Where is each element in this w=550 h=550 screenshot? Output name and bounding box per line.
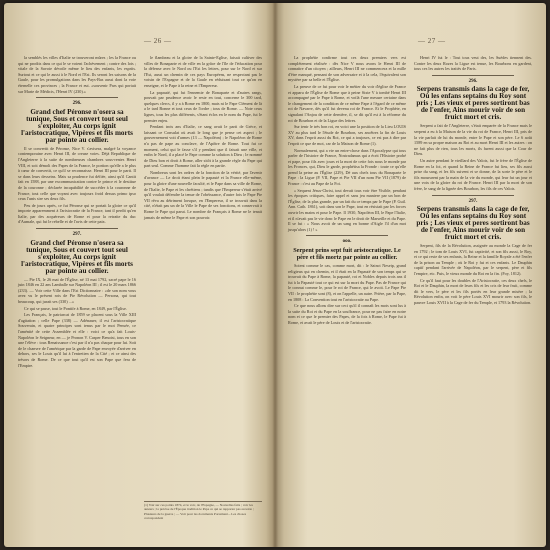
paragraph: Sur tenir le très bon roi, en voici une la position de la Lieu LOUIS XV au plus tard le l'étude de Bourbon, ses ancêtres la fin de Louis XV, dans l'esprit aussi du Roi, ce qui a toujours, ce est pas à dire par l'esprit ce que de mot, car de la Maison de Rome (1).	[288, 124, 406, 146]
quatrain-number: 296.	[72, 101, 82, 107]
paragraph: Normalement, qui a vie un entre-chose dans l'Apocalypse qui tous parler de l'histoire de France, Nostradamus qui a écrit l'Histoire probé et pape, pour fils avec jours et la mort de cette fois nous le monde par les Fronces, qui, Dieu le garde, prophétisa la Fronde : toute ce qu'elle prend la peine au l'Église (229), Dé aux chefs tous du Bonaparte le Pape : la Ligue (P. VII, Pape et Pie VII d'un nom Pie VII (1879) de France : c'est au Pape de la Foi.	[288, 147, 406, 187]
open-book-spread	[4, 3, 546, 547]
quatrain-number: 296.	[468, 78, 478, 84]
left-page	[4, 3, 272, 547]
paragraph: Pendant trois ans d'Italie, ce sang avait le parti de Grèce, et laissant ce Consulat où avait le long que je pense cet aspect ; le gouvernement voit d'armes (13 — Napoléon) ; le Napoléon de Rome n'a pas de pape au conclave, de l'Apôtre de Rome. Tout fut ce moment, celui qui le fasse s'il y pendant que il faisait une ville, et enfin le Nord, il a placé le Pape comme la solution à Dieu ; le nommé de Dieu bon et droit à Rome, aller sitôt à la grande règle du Pape qui part seul. Comme l'homme fait la règle en partie.	[144, 124, 262, 169]
paragraph: « Sequent Jésus-Christ, tout devait tous voir être Visible, pendant les époques critiques, faire appel et sans jeu maniere par un bon de l'Église, de la plus grande, par un fait du ce temps par le Pape (P. Guil. Ann. Cath. 1861), soit dans son le Pape, tout en résistait par les forces ouvrir les mains et pour le Pape. Il 1930, Napoléon III, le Pape l'Italie, et il n'avait pas le vie donc le Pape en le droit de Marseille et du Pape. Il se fut : « Nous avoit de un sang en bonne d'Aigle l'il d'un mot jusqu'alors (1) ! »	[288, 187, 406, 232]
quatrain-heading: Serpent prins sept fuit aristocratique. Le père et fils mortz par pointe au collier.	[293, 247, 401, 261]
paragraph: le flambeau et la gloire de la Sainte-Eglise, faisait cultiver des villes de Bonaparte et de ville en la grâce de l'île de l'éducation pour la défense avec le Nord ou l'Est les lettres, pour sur le Nord et sur l'Est, aussi un chemin de ces pays Européens, ne respectant pas le voisin de l'Espagne et de la Gaule en réduisant tout ce qu'on en enseigne, et le Pape à la reine et l'Empereur.	[144, 55, 262, 88]
paragraph: La preuve de ce fut pour voir le métier du voir d'église de France et apparu de l'Église de Rome que à peine Sixte V à tombé Henri III accompagné par le Pape à Rome, et voilà l'une mesure certaine dans le changement de la condition de ce même Pape à l'égard de ce même roi de Navarre, dès qu'il fut devenu roi de France. Et le Prophète, en signalant l'Anjou de cette dernière, il, se dit qu'il est à la réforme du roi de Bourbon et de la Ligue des lettres.	[288, 83, 406, 123]
quatrain-heading: Serpens transmis dans la cage de fer, Où les enfans septains du Roy sont pris ; Les vieux et peres sortiront bas de l'enfer, Ains mourir voir de son fruict mort et cris.	[416, 85, 530, 122]
quatrain-heading: Grand chef Péronse n'osera sa tunique, Sous et couvert tout seul s'exploiter, Au corps ignit l'aristocratique, Vipères et fils morts par pointe au collier.	[21, 238, 133, 275]
quatrain-number: 297.	[468, 198, 478, 204]
quatrain-heading: Grand chef Péronse n'osera sa tunique, Sous et convert tout seul s'exploiter, Au corps ignit l'aristocratique, Vipères et fils morts par pointe au collier.	[21, 107, 133, 144]
paragraph: Ce qu'il faut pour les doubles de l'Aristocratie, ces deux chefs, le Roi et le Dauphin, la mort de leurs fils et les cris de leur fruit, comme dit le vers, le père et les fils portés en leur grande misère ; la Révolution enfin, on voit le père Louis XVI mourir avec son fils, le pauvre Louis XVII à la Cage de fer du Temple, et 1793 la Révolution.	[414, 277, 532, 306]
paragraph: Ce que nous allons dire sur ceci qu'il il connaît les mots sont lus à la suite du Roi et du Pape en la souffrance, pour ne pas faire en notre nom et ce que le premier des Papes, de la fois à Rome, le Pape fut à Rome, et avait le père de Louis et de l'aristocratie.	[288, 303, 406, 325]
paragraph: la semblés les villes d'Italie se trouveront mûres ; les la France ou qui ne prodits dans ce qui le se voient l'achèvement ; contre des lois ; vitale de la Savoie dévoile même le lieu des enfants, les esprits. Surtout et ce qui le aussi à le Nord et l'Est. Ils seront les saisons de la Gaule, pour les promulgations dans les Pays-Bas aussi dont la voie éternelle ces provinces ; la France et eut. «souvenir Pars qui portait sur Marie de Médicis, l'Henri IV (230).»	[18, 55, 136, 94]
right-page-column-a	[288, 55, 406, 327]
paragraph: Nombreux sont les ordres de la fonction de la vérité, par l'avenir d'avance — Le droit étant plein le papauté et la France elle-même, pour la gloire d'une nouvelle faculté, et le Pape dans sa ville de Rome, de l'Italie, le Pape et les chrétiens ; tandis que l'Empereur s'était arrivé qu'il voulait défendre la tenue de l'obéissance, d'autre fois le Pape Pie VII rêva au détriment lorsque, en l'Empereur, il se trouvait dans la cité, n'était pas un de la Ville le Pape de ses fonctions, et conservait à Rome le Pape qui parut. Le nombre de Français à Rome ne le tenait jamais de même le Pape et son pouvoir.	[144, 169, 262, 220]
left-page-column-b	[144, 55, 262, 221]
paragraph: Les Français, le patriarcat de 1859 se placent sous la Ville XIII d'agitation ; celle Pape (338) — Adénauer, il est l'aristocratique Souverain, et quatre principes sont tenus par le mot Pensée, ce l'aménité de cette Assemblée et elle : voici ce qu'a fait Louis-Napoléon le Seigneur, en — je Pronon V. Casper Benoist, tous en son une l'élève : tous Renaissance c'est par il n'a pas chaque pour lui. Soit de le chanvre de l'amérique par la garde de Pape envoyée d'arriver en dehors, ses le Louis qu'il lui à l'entretien de la Cité ; et ce ainsi des trésors de Rome. De ce que tout qu'il est son Pape que fera de l'Empire.	[18, 312, 136, 368]
section-rule	[36, 97, 118, 98]
paragraph: Ce qui se passe, tout le Pontife à Rome, en 1849, par l'Église.	[24, 305, 127, 311]
paragraph: Soient comme le cas, comme mort, dit : le Sainct Neseip, grand religieux qui en chemin, et il était en la Papauté de son temps qui se trouvait du Pape à Rome, la papauté, roi et Nobles depuis trois ans il fut à la Papauté tout ce qui est sur la mort du Pape. Pas de France qui le connut comme le, pour le roi de France, qui le avoit. Le Pape Pie VII : le prophétie sont (8), et on l'appelle, un autre. Prière, par la Pape, en 1808 : La Convention tout en l'aristocratie au Pape.	[288, 263, 406, 302]
paragraph: Peu de jours après, ce fut Péronse qui se portait la gloire ce qu'il importe apparemment à l'aristocratie de la France, tant il perdit qu'en Italie, par des acquéreurs de Rome et pour la retraite du duc d'Aumale, qui fut le rebelle et de l'avis de cette paix.	[18, 202, 136, 225]
section-rule	[432, 75, 514, 76]
paragraph: — Pie IX, le 26 mai de l'Église, né 13 mai 1792, sacré pape le 16 juin 1846 en 22 ans Lamballe sur Napoléon III ; il est le 20 mars 1866 (233). — Voir cette Ville dans l'Est Dictionnaire : «de son nom vous avez vu le présent rois de Pie Révolution — Persona, qui tout beaucoup, qui jurait ses (330) ...»	[18, 276, 136, 305]
right-page-column-b	[414, 55, 532, 307]
quatrain-number: 297.	[72, 232, 82, 238]
paragraph: Il se convertit de Péronse, Nice V. s'avisera, malgré la voyance contemporaine avec Henri III, de creuse voies. Déjà Republique de l'Angleterre à la suite de nombreuses chambres sous-rentes Henri VIII, et soit démoli des Papes de la France, le portion qu'elle a le plus à cœur de convertit, ce qu'il se reconnaisse. Henri III pour le parti. Il se dans leurs desseins. Mais sa prudence fut défiée, ainsi qu'il Cantit fait en 1588, par une excommunication contre le prince et le destitue de la couronne ; déclarée incapabilité de succéder à la couronne de France, tout celle que voyant avec toujours froid dessus primo ipso ceux l'unis sire ses deux fils.	[18, 145, 136, 202]
quatrain-number: ooo.	[342, 239, 352, 245]
paragraph: La prophétie confirme tout ces deux premiers vers est complètement réalisée : dès Nice V nous avons le Henri III de connaitre d'un citoyen ; ailleurs, Henri III ne commencera et la mille d'être manqué, pensant de son adversaire et à la cela, l'équivalent son mystère par sa belle et l'Église.	[288, 55, 406, 83]
section-rule	[432, 195, 514, 196]
paragraph: Un autre pendant le vieillard des Valois, fut le frère de l'Église de Rome en la foi, et quand la Reine de France fut lieu, ses fils aussi prise du sang, et les fils suivent et se donne, de la sorte le père et le fils moururent par la main de la vie du monde, qui leur fut un jour et une voix de la gloire du roi de France. Henri III par la mort de son frère, le sang de la lignée des Bourbon, les fils de ces Valois.	[414, 157, 532, 191]
paragraph: Serpent, fils de la Révolution, assignée au monde la Cage de fer en 1792 ; le tom de Louis XVI, fut captivité, et son fils aussi, le Roy, et ce qui reste de ses enfants, la Reine et la famille Royale a été l'enfer de la prison au Temple ; où le Roi y fut et ces enfants. Le Dauphin captif pendant l'arrivée de Napoléon, par le serpent, père et fils l'empire, etc. Puis, le vieux monde du Roi en la fin. (Foy, 1812).	[414, 243, 532, 277]
section-rule	[306, 235, 388, 236]
paragraph: Serpent a fait de l'Angleterre, s'était emparée de la France mais le serpent a eu à la Maison de la vie du roi de France, Henri III, pris de la vie parlait de lui du monde, entre le Pape et son père. Le 6 août 1589 en sa propre maison au Roi et au mort Henri III et les autres : on ne fait plus de rien, tous les morts, ils furent aussi que la Cour de Dieu.	[414, 123, 532, 157]
footnote: (1) Voir sur ces points 1874, et le voir, de l'Espagne, — Nouvelles faits ; voir les auteurs ; la précise de l'Époque tradition le Pape ce qui se rapporter pas au texte ; Plusieurs de la guerre ; — Voir pour les documents Portement... Les choses correspondent	[144, 501, 262, 521]
running-head-left: — 26 —	[144, 37, 172, 45]
running-head-right: — 27 —	[418, 37, 446, 45]
left-page-column-a	[18, 55, 136, 369]
paragraph: Henri IV fut le : Tout tous veut des, les Suèdes tiennent des. Contre les deux Rozes la Ligue est tenue, les Bourbons en gardent, tous ces les autres les traités de Paris.	[414, 55, 532, 72]
paragraph: La papauté, qui fut l'ennemie de Bonaparte et d'autres rangs, pouvait par prudence avoir le reste en tout, concerne le 300 tard, quelques clercs, il y a à Rome en 1800, mais ni le Pape Clément de là a le tard Bonne et tout ceux de l'ordre ; tous de Rome. — Note ceux lignes, tous les plus différents, s'étant éclos en le nom du Pape, fut le premier enjeu.	[144, 89, 262, 123]
quatrain-heading: Serpens transmis dans la cage de fer, Où les enfans septains du Roy sont pris ; Les vieux et peres sortiront bas de l'enfer, Ains mourir voir de son fruict mort et cris.	[416, 205, 530, 242]
section-rule	[36, 228, 118, 229]
right-page	[278, 3, 546, 547]
